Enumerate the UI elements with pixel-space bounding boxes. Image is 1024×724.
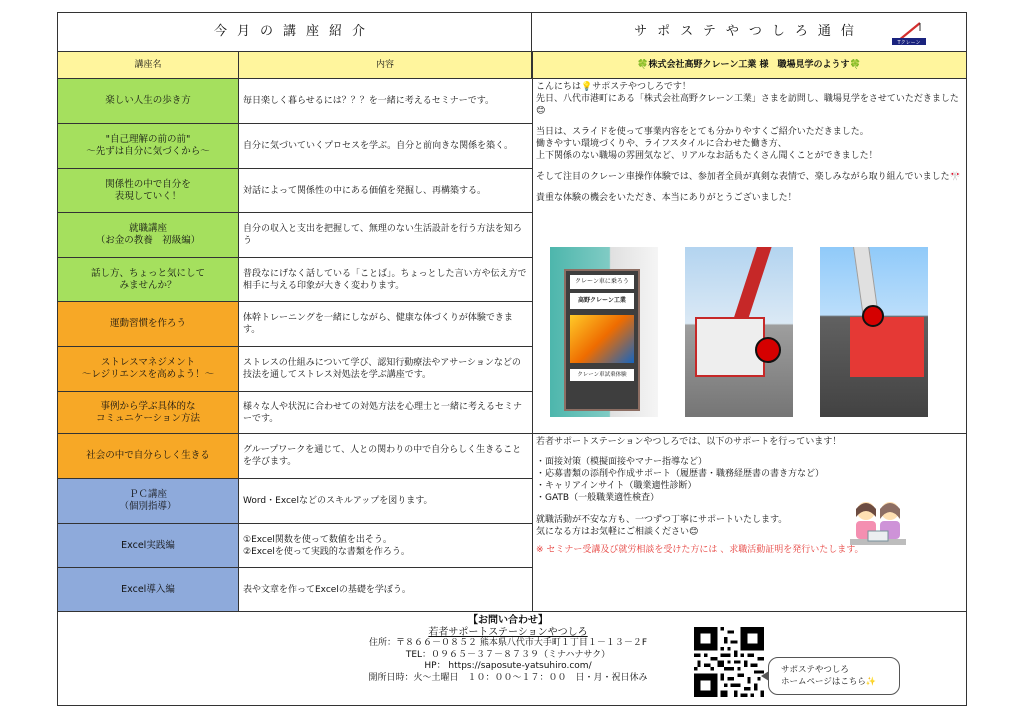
photo-crane-2 <box>820 247 928 417</box>
support-item: ・応募書類の添削や作成サポート（履歴書・職務経歴書の書き方など） <box>536 469 825 479</box>
company-logo <box>890 19 928 47</box>
homepage-bubble[interactable] <box>768 657 900 695</box>
contact-hours: 開所日時：火～土曜日 １０：００～１７：００ 日・月・祝日休み <box>368 672 648 683</box>
course-row <box>58 213 532 258</box>
course-row <box>58 302 532 347</box>
course-row <box>58 434 532 479</box>
ladybug-icon <box>862 305 884 327</box>
left-header: 今月の講座紹介 <box>58 13 532 52</box>
course-name: 関係性の中で自分を 表現していく！ <box>58 169 239 212</box>
course-name: 話し方、ちょっと気にして みませんか？ <box>58 258 239 301</box>
course-description: 自分の収入と支出を把握して、無理のない生活設計を行う方法を知ろう <box>243 224 522 246</box>
course-table-divider <box>532 52 533 612</box>
course-description: 普段なにげなく話している「ことば」。ちょっとした言い方や伝え方で相手に与える印象が大きく変わります。 <box>243 268 527 291</box>
course-name: ストレスマネジメント ～レジリエンスを高めよう！～ <box>58 347 239 391</box>
course-description: 毎日楽しく暮らせるには？？？を一緒に考えるセミナーです。 <box>243 96 495 106</box>
course-row <box>58 79 532 124</box>
sign-top-label: クレーン車に乗ろう <box>570 275 634 289</box>
course-name: 楽しい人生の歩き方 <box>58 79 239 123</box>
support-item: ・キャリアインサイト（職業適性診断） <box>536 481 697 491</box>
contact-address: 住所：〒８６６－０８５２ 熊本県八代市大手町１丁目１－１３－２F <box>368 638 648 648</box>
course-row <box>58 392 532 434</box>
news-paragraph: 当日は、スライドを使って事業内容をとても分かりやすくご紹介いただきました。 働きやすい環境づくりや、ライフスタイルに合わせた働き方、 上下関係のない職場の雰囲気など、リアルなお話もたくさん聞くことができました！ <box>536 127 878 161</box>
course-name: 社会の中で自分らしく生きる <box>58 434 239 478</box>
bubble-tail <box>761 671 769 681</box>
sign-company: 高野クレーン工業 <box>570 293 634 309</box>
right-header: サポステやつしろ通信 <box>532 13 966 52</box>
contact-org: 若者サポートステーションやつしろ <box>428 626 588 638</box>
support-divider <box>532 433 966 434</box>
flyer-frame <box>57 12 967 706</box>
support-closing: 就職活動が不安な方も、一つずつ丁寧にサポートいたします。 気になる方はお気軽にご相談ください😊 <box>536 515 788 537</box>
support-note: ※ セミナー受講及び就労相談を受けた方には 、求職活動証明を発行いたします。 <box>536 545 864 555</box>
course-description: 体幹トレーニングを一緒にしながら、健康な体づくりが体験できます。 <box>243 313 513 335</box>
signboard <box>564 269 640 411</box>
course-row <box>58 524 532 568</box>
news-paragraph: こんにちは💡サポステやつしろです！ 先日、八代市港町にある「株式会社高野クレーン工業」さまを訪問し、職場見学をさせていただきました😊 <box>536 82 959 116</box>
contact-hp[interactable]: HP： https://saposute-yatsuhiro.com/ <box>424 661 592 671</box>
course-description: グループワークを通じて、人との関わりの中で自分らしく生きることを学びます。 <box>243 445 522 467</box>
course-name: ＰＣ講座 （個別指導） <box>58 479 239 523</box>
ladybug-icon <box>755 337 781 363</box>
contact-block <box>328 615 688 703</box>
course-name: Excel導入編 <box>58 568 239 611</box>
course-name: 運動習慣を作ろう <box>58 302 239 346</box>
svg-text:Tクレーン: Tクレーン <box>897 40 921 46</box>
course-row <box>58 568 532 612</box>
contact-title: 【お問い合わせ】 <box>468 615 548 626</box>
course-content-header: 内容 <box>239 52 532 79</box>
course-row <box>58 347 532 392</box>
sign-photos <box>570 315 634 363</box>
course-row <box>58 258 532 302</box>
photo-crane-1 <box>685 247 793 417</box>
course-description: 表や文章を作ってExcelの基礎を学ぼう。 <box>243 584 411 595</box>
course-description: 様々な人や状況に合わせての対処方法を心理士と一緒に考えるセミナーです。 <box>243 401 523 424</box>
course-name: 事例から学ぶ具体的な コミュニケーション方法 <box>58 392 239 433</box>
course-row <box>58 169 532 213</box>
crane-body <box>850 317 924 377</box>
course-description: 自分に気づいていくプロセスを学ぶ。自分と前向きな関係を築く。 <box>243 141 514 151</box>
course-row <box>58 479 532 524</box>
qr-code[interactable] <box>694 627 764 697</box>
news-title: 🍀株式会社高野クレーン工業 様 職場見学のようす🍀 <box>532 52 966 79</box>
contact-tel: TEL：０９６５－３７－８７３９（ミナハナサク） <box>405 649 611 660</box>
support-item: ・GATB（一般職業適性検査） <box>536 493 660 503</box>
support-item: ・面接対策（模擬面接やマナー指導など） <box>536 457 708 467</box>
course-row <box>58 124 532 169</box>
news-paragraph: 貴重な体験の機会をいただき、本当にありがとうございました！ <box>536 193 797 203</box>
course-name: Excel実践編 <box>58 524 239 567</box>
news-body <box>536 81 964 231</box>
footer-divider <box>58 611 966 612</box>
course-description: ①Excel関数を使って数値を出そう。 ②Excelを使って実践的な書類を作ろう。 <box>243 534 410 557</box>
support-intro: 若者サポートステーションやつしろでは、以下のサポートを行っています！ <box>536 437 842 447</box>
course-name: 就職講座 （お金の教養 初級編） <box>58 213 239 257</box>
course-description: Word・Excelなどのスキルアップを図ります。 <box>243 496 433 506</box>
course-name: "自己理解の前の前" ～先ずは自分に気づくから～ <box>58 124 239 168</box>
course-description: 対話によって関係性の中にある価値を発掘し、再構築する。 <box>243 185 487 196</box>
staff-illustration <box>848 495 908 555</box>
photo-signboard <box>550 247 658 417</box>
course-name-header: 講座名 <box>58 52 239 79</box>
course-description: ストレスの仕組みについて学び、認知行動療法やアサーションなどの技法を通してストレス対処法を学ぶ講座です。 <box>243 358 521 380</box>
homepage-bubble-text: サポステやつしろ ホームページはこちら✨ <box>781 665 877 687</box>
sign-subtitle: クレーン車試乗体験 <box>570 369 634 381</box>
news-paragraph: そして注目のクレーン車操作体験では、参加者全員が真剣な表情で、楽しみながら取り組んでいました🎌 <box>536 172 961 182</box>
